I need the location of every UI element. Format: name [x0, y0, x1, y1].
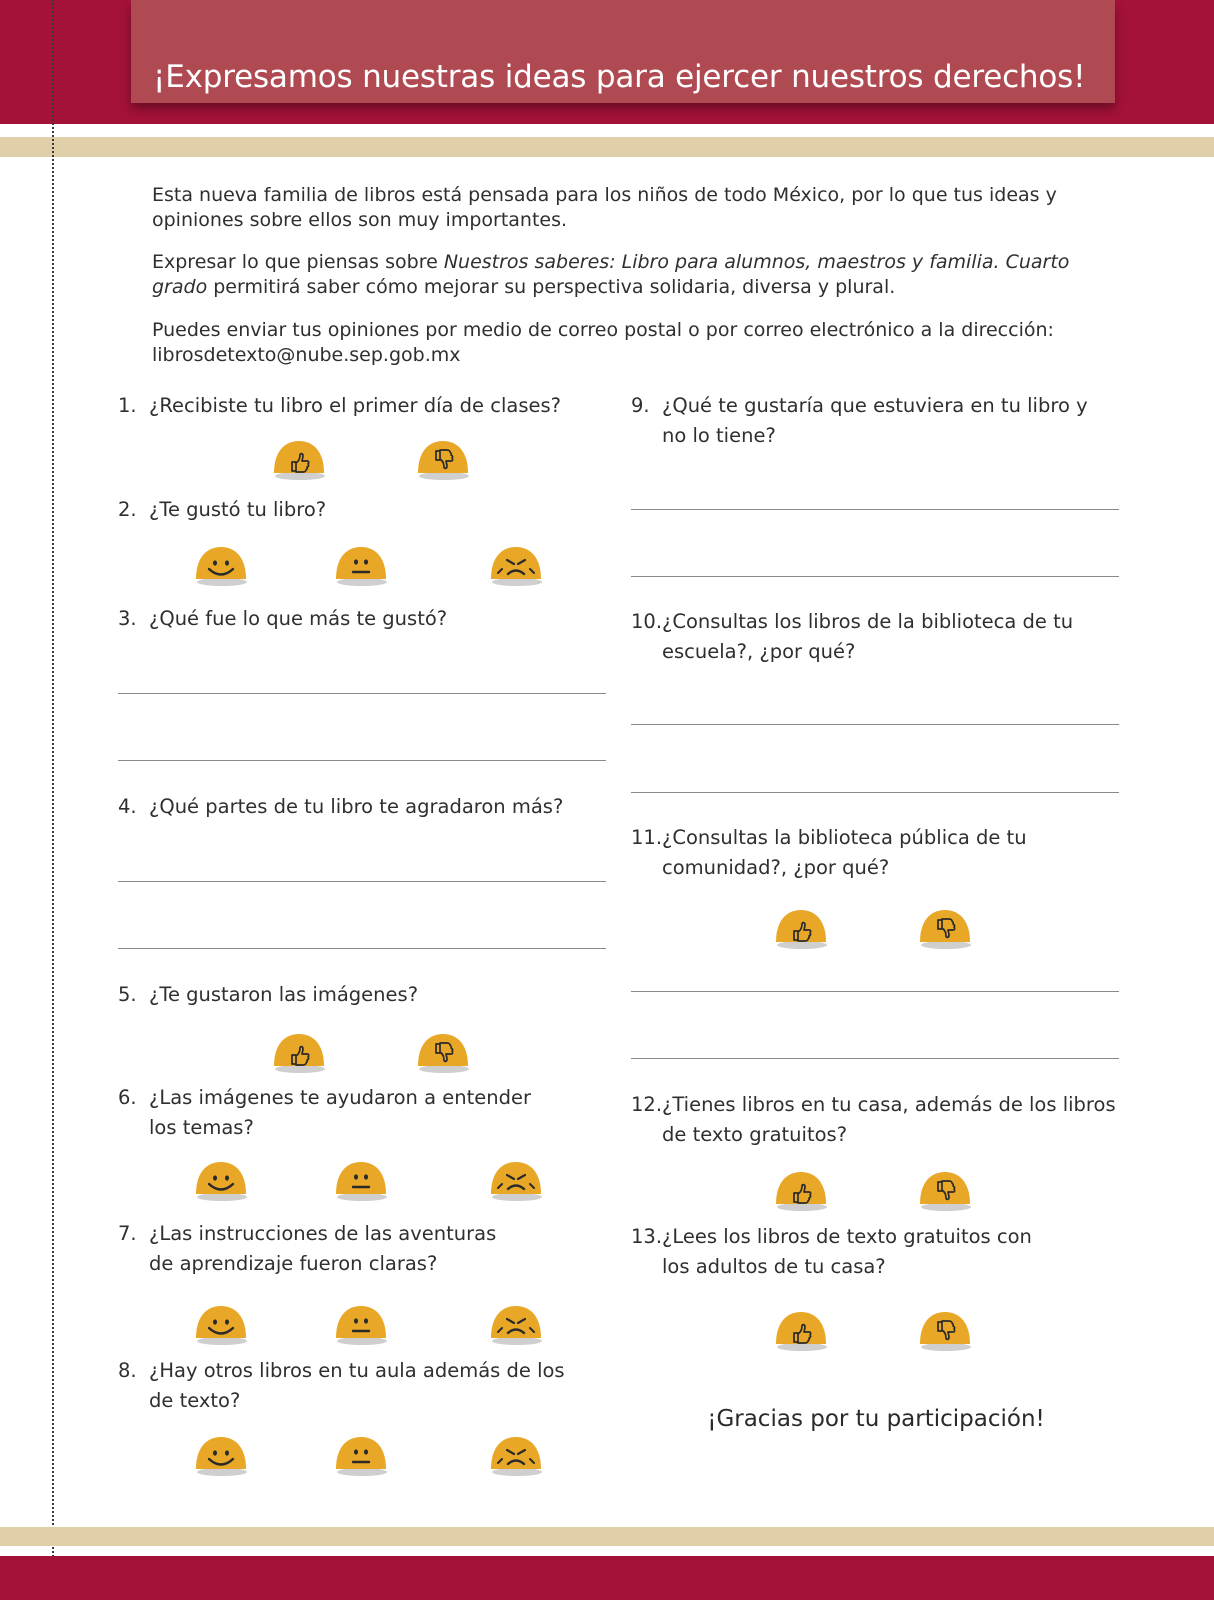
question-text: ¿Las imágenes te ayudaron a entender los temas?	[149, 1086, 531, 1139]
intro-text: Expresar lo que piensas sobre	[152, 251, 444, 273]
page-title: ¡Expresamos nuestras ideas para ejercer nuestros derechos!	[153, 59, 1086, 95]
question-text: ¿Te gustaron las imágenes?	[149, 983, 419, 1006]
neutral-face-icon[interactable]	[331, 1158, 391, 1202]
book-title: Nuestros saberes: Libro para alumnos, maestros y familia. Cuarto grado	[152, 251, 1070, 298]
contact-email: librosdetexto@nube.sep.gob.mx	[152, 344, 461, 366]
answer-line[interactable]	[631, 991, 1119, 992]
angry-face-icon[interactable]	[486, 1302, 546, 1346]
question-text: ¿Te gustó tu libro?	[149, 498, 327, 521]
thumbs-up-icon[interactable]	[269, 437, 329, 481]
happy-face-icon[interactable]	[191, 1302, 251, 1346]
answer-line[interactable]	[631, 1058, 1119, 1059]
answer-line[interactable]	[631, 576, 1119, 577]
answer-line[interactable]	[631, 792, 1119, 793]
footer-stripe	[0, 1527, 1214, 1546]
answer-line[interactable]	[118, 760, 606, 761]
thumbs-up-icon[interactable]	[771, 1308, 831, 1352]
answer-line[interactable]	[631, 724, 1119, 725]
thumbs-down-icon[interactable]	[413, 1030, 473, 1074]
title-banner	[131, 0, 1115, 103]
footer-band	[0, 1556, 1214, 1600]
thumbs-down-icon[interactable]	[413, 437, 473, 481]
question-text: ¿Lees los libros de texto gratuitos con los adultos de tu casa?	[662, 1225, 1032, 1278]
intro-paragraph-2	[152, 250, 1112, 300]
answer-line[interactable]	[118, 948, 606, 949]
header-stripe	[0, 137, 1214, 157]
intro-paragraph-3	[152, 318, 1112, 368]
question-number: 3.	[118, 607, 137, 630]
question-number: 13.	[631, 1225, 663, 1248]
angry-face-icon[interactable]	[486, 1433, 546, 1477]
question-text: ¿Qué fue lo que más te gustó?	[149, 607, 448, 630]
neutral-face-icon[interactable]	[331, 1433, 391, 1477]
question-text: ¿Consultas los libros de la biblioteca de tu escuela?, ¿por qué?	[662, 610, 1074, 663]
question-text: ¿Las instrucciones de las aventuras de aprendizaje fueron claras?	[149, 1222, 497, 1275]
neutral-face-icon[interactable]	[331, 1302, 391, 1346]
question-number: 2.	[118, 498, 137, 521]
intro-text: permitirá saber cómo mejorar su perspectiva solidaria, diversa y plural.	[207, 276, 896, 298]
cut-line	[52, 0, 54, 1600]
intro-text: Puedes enviar tus opiniones por medio de correo postal o por correo electrónico a la dirección:	[152, 319, 1054, 341]
question-number: 1.	[118, 394, 137, 417]
question-text: ¿Consultas la biblioteca pública de tu comunidad?, ¿por qué?	[662, 826, 1027, 879]
question-text: ¿Qué te gustaría que estuviera en tu libro y no lo tiene?	[662, 394, 1088, 447]
happy-face-icon[interactable]	[191, 1433, 251, 1477]
thumbs-down-icon[interactable]	[915, 1308, 975, 1352]
thumbs-up-icon[interactable]	[771, 906, 831, 950]
thumbs-up-icon[interactable]	[269, 1030, 329, 1074]
happy-face-icon[interactable]	[191, 543, 251, 587]
question-text: ¿Tienes libros en tu casa, además de los libros de texto gratuitos?	[662, 1093, 1116, 1146]
neutral-face-icon[interactable]	[331, 543, 391, 587]
question-number: 9.	[631, 394, 650, 417]
angry-face-icon[interactable]	[486, 543, 546, 587]
question-number: 8.	[118, 1359, 137, 1382]
thumbs-up-icon[interactable]	[771, 1168, 831, 1212]
answer-line[interactable]	[118, 881, 606, 882]
question-number: 5.	[118, 983, 137, 1006]
question-text: ¿Recibiste tu libro el primer día de clases?	[149, 394, 561, 417]
answer-line[interactable]	[118, 693, 606, 694]
question-number: 12.	[631, 1093, 663, 1116]
question-number: 11.	[631, 826, 663, 849]
thumbs-down-icon[interactable]	[915, 906, 975, 950]
question-number: 6.	[118, 1086, 137, 1109]
intro-paragraph-1: Esta nueva familia de libros está pensada para los niños de todo México, por lo que tus ideas y opiniones sobre ellos son muy importantes.	[152, 184, 1057, 231]
thumbs-down-icon[interactable]	[915, 1168, 975, 1212]
question-number: 4.	[118, 795, 137, 818]
question-number: 10.	[631, 610, 663, 633]
question-text: ¿Hay otros libros en tu aula además de los de texto?	[149, 1359, 565, 1412]
thanks-message: ¡Gracias por tu participación!	[707, 1406, 1045, 1432]
question-number: 7.	[118, 1222, 137, 1245]
answer-line[interactable]	[631, 509, 1119, 510]
question-text: ¿Qué partes de tu libro te agradaron más?	[149, 795, 564, 818]
angry-face-icon[interactable]	[486, 1158, 546, 1202]
happy-face-icon[interactable]	[191, 1158, 251, 1202]
